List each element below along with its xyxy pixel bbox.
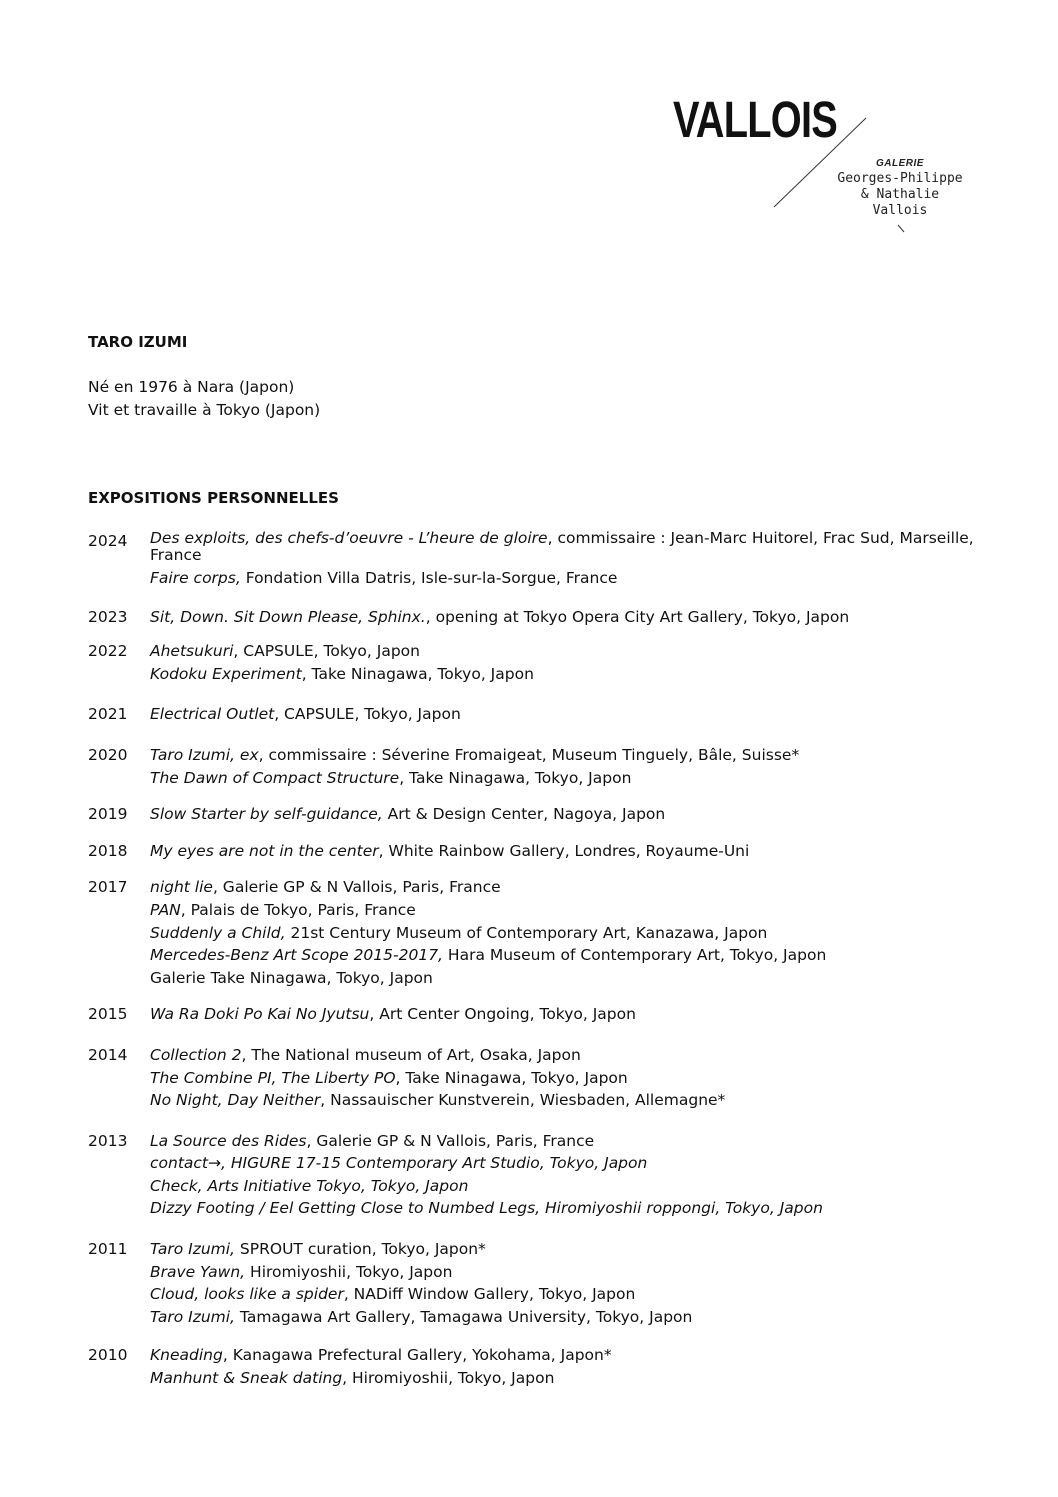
exhibition-title: Brave Yawn, — [150, 1262, 246, 1281]
exhibition-year: 2023 — [88, 607, 128, 626]
exhibition-item — [150, 530, 988, 564]
exhibition-venue: Hiromiyoshii, Tokyo, Japon — [245, 1262, 453, 1281]
exhibition-venue: , CAPSULE, Tokyo, Japon — [274, 705, 461, 724]
artist-name: TARO IZUMI — [88, 333, 188, 351]
exhibition-title: contact→, HIGURE 17-15 Contemporary Art Studio, Tokyo, Japon — [150, 1154, 648, 1173]
exhibition-venue: , Take Ninagawa, Tokyo, Japon — [399, 768, 632, 787]
exhibition-title: Faire corps, — [150, 569, 241, 587]
exhibition-year-2024 — [88, 530, 988, 590]
exhibition-items — [150, 803, 988, 826]
exhibition-items — [150, 744, 988, 789]
exhibition-year: 2015 — [88, 1005, 128, 1024]
exhibition-year: 2020 — [88, 745, 128, 764]
bio-residence: Vit et travaille à Tokyo (Japon) — [88, 401, 321, 419]
exhibition-title: Kodoku Experiment — [150, 664, 302, 683]
exhibition-items — [150, 1238, 988, 1328]
exhibition-item — [150, 767, 988, 790]
exhibition-venue: , Take Ninagawa, Tokyo, Japon — [395, 1068, 628, 1087]
exhibition-item — [150, 967, 988, 990]
exhibition-year-2013 — [88, 1130, 988, 1220]
exhibition-items — [150, 530, 988, 590]
bio-birth: Né en 1976 à Nara (Japon) — [88, 378, 295, 396]
exhibition-venue: Galerie Take Ninagawa, Tokyo, Japon — [150, 968, 433, 987]
exhibition-title: Taro Izumi, — [150, 1240, 235, 1259]
exhibition-item — [150, 944, 988, 967]
exhibition-year: 2019 — [88, 805, 128, 824]
exhibition-year-2020 — [88, 744, 988, 789]
exhibition-venue: , commissaire : Jean-Marc Huitorel, Frac Sud, Marseille, France — [150, 529, 974, 564]
exhibition-item — [150, 1130, 988, 1153]
exhibition-items — [150, 840, 988, 863]
exhibition-year-2011 — [88, 1238, 988, 1328]
exhibition-venue: , Galerie GP & N Vallois, Paris, France — [212, 878, 501, 897]
exhibition-year: 2022 — [88, 642, 128, 661]
exhibition-title: PAN — [150, 900, 181, 919]
exhibition-year: 2014 — [88, 1045, 128, 1064]
exhibition-year-2022 — [88, 640, 988, 685]
exhibition-item — [150, 1175, 988, 1198]
exhibition-year-2015 — [88, 1003, 988, 1026]
exhibition-title: Taro Izumi, — [150, 1307, 235, 1326]
exhibition-items — [150, 606, 988, 629]
exhibition-year: 2011 — [88, 1240, 128, 1259]
exhibition-item — [150, 1067, 988, 1090]
exhibition-year-2023 — [88, 606, 988, 629]
section-title: EXPOSITIONS PERSONNELLES — [88, 489, 339, 507]
logo-wordmark: VALLOIS — [673, 91, 837, 148]
exhibition-year: 2013 — [88, 1131, 128, 1150]
exhibition-venue: , commissaire : Séverine Fromaigeat, Museum Tinguely, Bâle, Suisse* — [258, 745, 800, 764]
exhibition-venue: , NADiff Window Gallery, Tokyo, Japon — [343, 1285, 636, 1304]
exhibition-venue: , Kanagawa Prefectural Gallery, Yokohama, Japon* — [222, 1346, 612, 1365]
exhibition-year: 2018 — [88, 841, 128, 860]
logo-galerie-label: GALERIE — [876, 158, 924, 169]
exhibition-title: Suddenly a Child, — [150, 923, 286, 942]
exhibition-title: No Night, Day Neither — [150, 1091, 321, 1110]
exhibition-item — [150, 876, 988, 899]
exhibition-items — [150, 640, 988, 685]
exhibition-venue: , White Rainbow Gallery, Londres, Royaume-Uni — [378, 841, 750, 860]
exhibition-item — [150, 663, 988, 686]
exhibition-title: My eyes are not in the center — [150, 841, 379, 860]
exhibition-venue: Tamagawa Art Gallery, Tamagawa University, Tokyo, Japon — [235, 1307, 693, 1326]
exhibition-items — [150, 1130, 988, 1220]
exhibition-item — [150, 744, 988, 767]
exhibition-title: Collection 2 — [150, 1045, 242, 1064]
exhibition-venue: , Art Center Ongoing, Tokyo, Japon — [369, 1005, 636, 1024]
exhibition-item — [150, 1089, 988, 1112]
exhibition-title: Ahetsukuri — [150, 642, 234, 661]
exhibition-year-2021 — [88, 703, 988, 726]
exhibition-title: La Source des Rides — [150, 1131, 307, 1150]
exhibition-item — [150, 840, 988, 863]
exhibition-year-2014 — [88, 1044, 988, 1112]
exhibition-item — [150, 1238, 988, 1261]
exhibition-year-2017 — [88, 876, 988, 989]
logo-line-2: & Nathalie — [860, 187, 940, 202]
exhibition-venue: , CAPSULE, Tokyo, Japon — [233, 642, 420, 661]
exhibition-venue: , Hiromiyoshii, Tokyo, Japon — [342, 1369, 555, 1388]
exhibition-year: 2021 — [88, 705, 128, 724]
exhibition-venue: Art & Design Center, Nagoya, Japon — [382, 805, 666, 824]
logo-line-3: Vallois — [872, 203, 928, 218]
exhibition-year: 2017 — [88, 878, 128, 897]
exhibition-title: Cloud, looks like a spider — [150, 1285, 344, 1304]
exhibition-year: 2010 — [88, 1346, 128, 1365]
exhibition-title: Electrical Outlet — [150, 705, 275, 724]
exhibition-item — [150, 922, 988, 945]
exhibition-item — [150, 703, 988, 726]
exhibition-title: Des exploits, des chefs-d’oeuvre - L’heure de gloire — [150, 529, 548, 547]
exhibition-venue: , The National museum of Art, Osaka, Japon — [241, 1045, 581, 1064]
exhibition-item — [150, 1367, 988, 1390]
exhibition-title: Sit, Down. Sit Down Please, Sphinx. — [150, 607, 426, 626]
exhibition-venue: 21st Century Museum of Contemporary Art, Kanazawa, Japon — [285, 923, 768, 942]
exhibition-title: Kneading — [150, 1346, 223, 1365]
exhibition-items — [150, 1344, 988, 1389]
exhibition-venue: SPROUT curation, Tokyo, Japon* — [235, 1240, 486, 1259]
exhibition-item — [150, 1044, 988, 1067]
exhibition-item — [150, 606, 988, 629]
exhibition-title: Check, Arts Initiative Tokyo, Tokyo, Japon — [150, 1176, 469, 1195]
exhibition-venue: , Take Ninagawa, Tokyo, Japon — [301, 664, 534, 683]
exhibition-items — [150, 1044, 988, 1112]
exhibition-year-2018 — [88, 840, 988, 863]
exhibition-title: Manhunt & Sneak dating — [150, 1369, 343, 1388]
exhibition-venue: , Palais de Tokyo, Paris, France — [180, 900, 416, 919]
exhibition-list — [88, 530, 988, 1390]
exhibition-items — [150, 876, 988, 989]
exhibition-item — [150, 640, 988, 663]
exhibition-title: Slow Starter by self-guidance, — [150, 805, 383, 824]
artist-bio — [88, 376, 320, 422]
exhibition-title: The Dawn of Compact Structure — [150, 768, 400, 787]
exhibition-item — [150, 1152, 988, 1175]
logo-subtitle — [832, 157, 968, 219]
exhibition-venue: , opening at Tokyo Opera City Art Gallery, Tokyo, Japon — [425, 607, 850, 626]
exhibition-venue: , Galerie GP & N Vallois, Paris, France — [306, 1131, 595, 1150]
exhibition-title: night lie — [150, 878, 213, 897]
exhibition-venue: , Nassauischer Kunstverein, Wiesbaden, Allemagne* — [320, 1091, 726, 1110]
exhibition-year: 2024 — [88, 532, 128, 550]
exhibition-item — [150, 803, 988, 826]
exhibition-item — [150, 1261, 988, 1284]
exhibition-venue: Fondation Villa Datris, Isle-sur-la-Sorgue, France — [240, 569, 618, 587]
exhibition-item — [150, 899, 988, 922]
exhibition-title: Taro Izumi, ex — [150, 745, 259, 764]
exhibition-item — [150, 1197, 988, 1220]
exhibition-item — [150, 1283, 988, 1306]
exhibition-venue: Hara Museum of Contemporary Art, Tokyo, Japon — [442, 946, 827, 965]
exhibition-items — [150, 703, 988, 726]
exhibition-year-2019 — [88, 803, 988, 826]
exhibition-item — [150, 567, 988, 590]
exhibition-title: Mercedes-Benz Art Scope 2015-2017, — [150, 946, 443, 965]
exhibition-item — [150, 1344, 988, 1367]
exhibition-title: The Combine PI, The Liberty PO — [150, 1068, 396, 1087]
exhibition-year-2010 — [88, 1344, 988, 1389]
logo-line-1: Georges-Philippe — [837, 171, 963, 186]
exhibition-items — [150, 1003, 988, 1026]
exhibition-title: Dizzy Footing / Eel Getting Close to Numbed Legs, Hiromiyoshii roppongi, Tokyo, Japon — [150, 1199, 823, 1218]
exhibition-item — [150, 1003, 988, 1026]
exhibition-title: Wa Ra Doki Po Kai No Jyutsu — [150, 1005, 370, 1024]
exhibition-item — [150, 1306, 988, 1329]
